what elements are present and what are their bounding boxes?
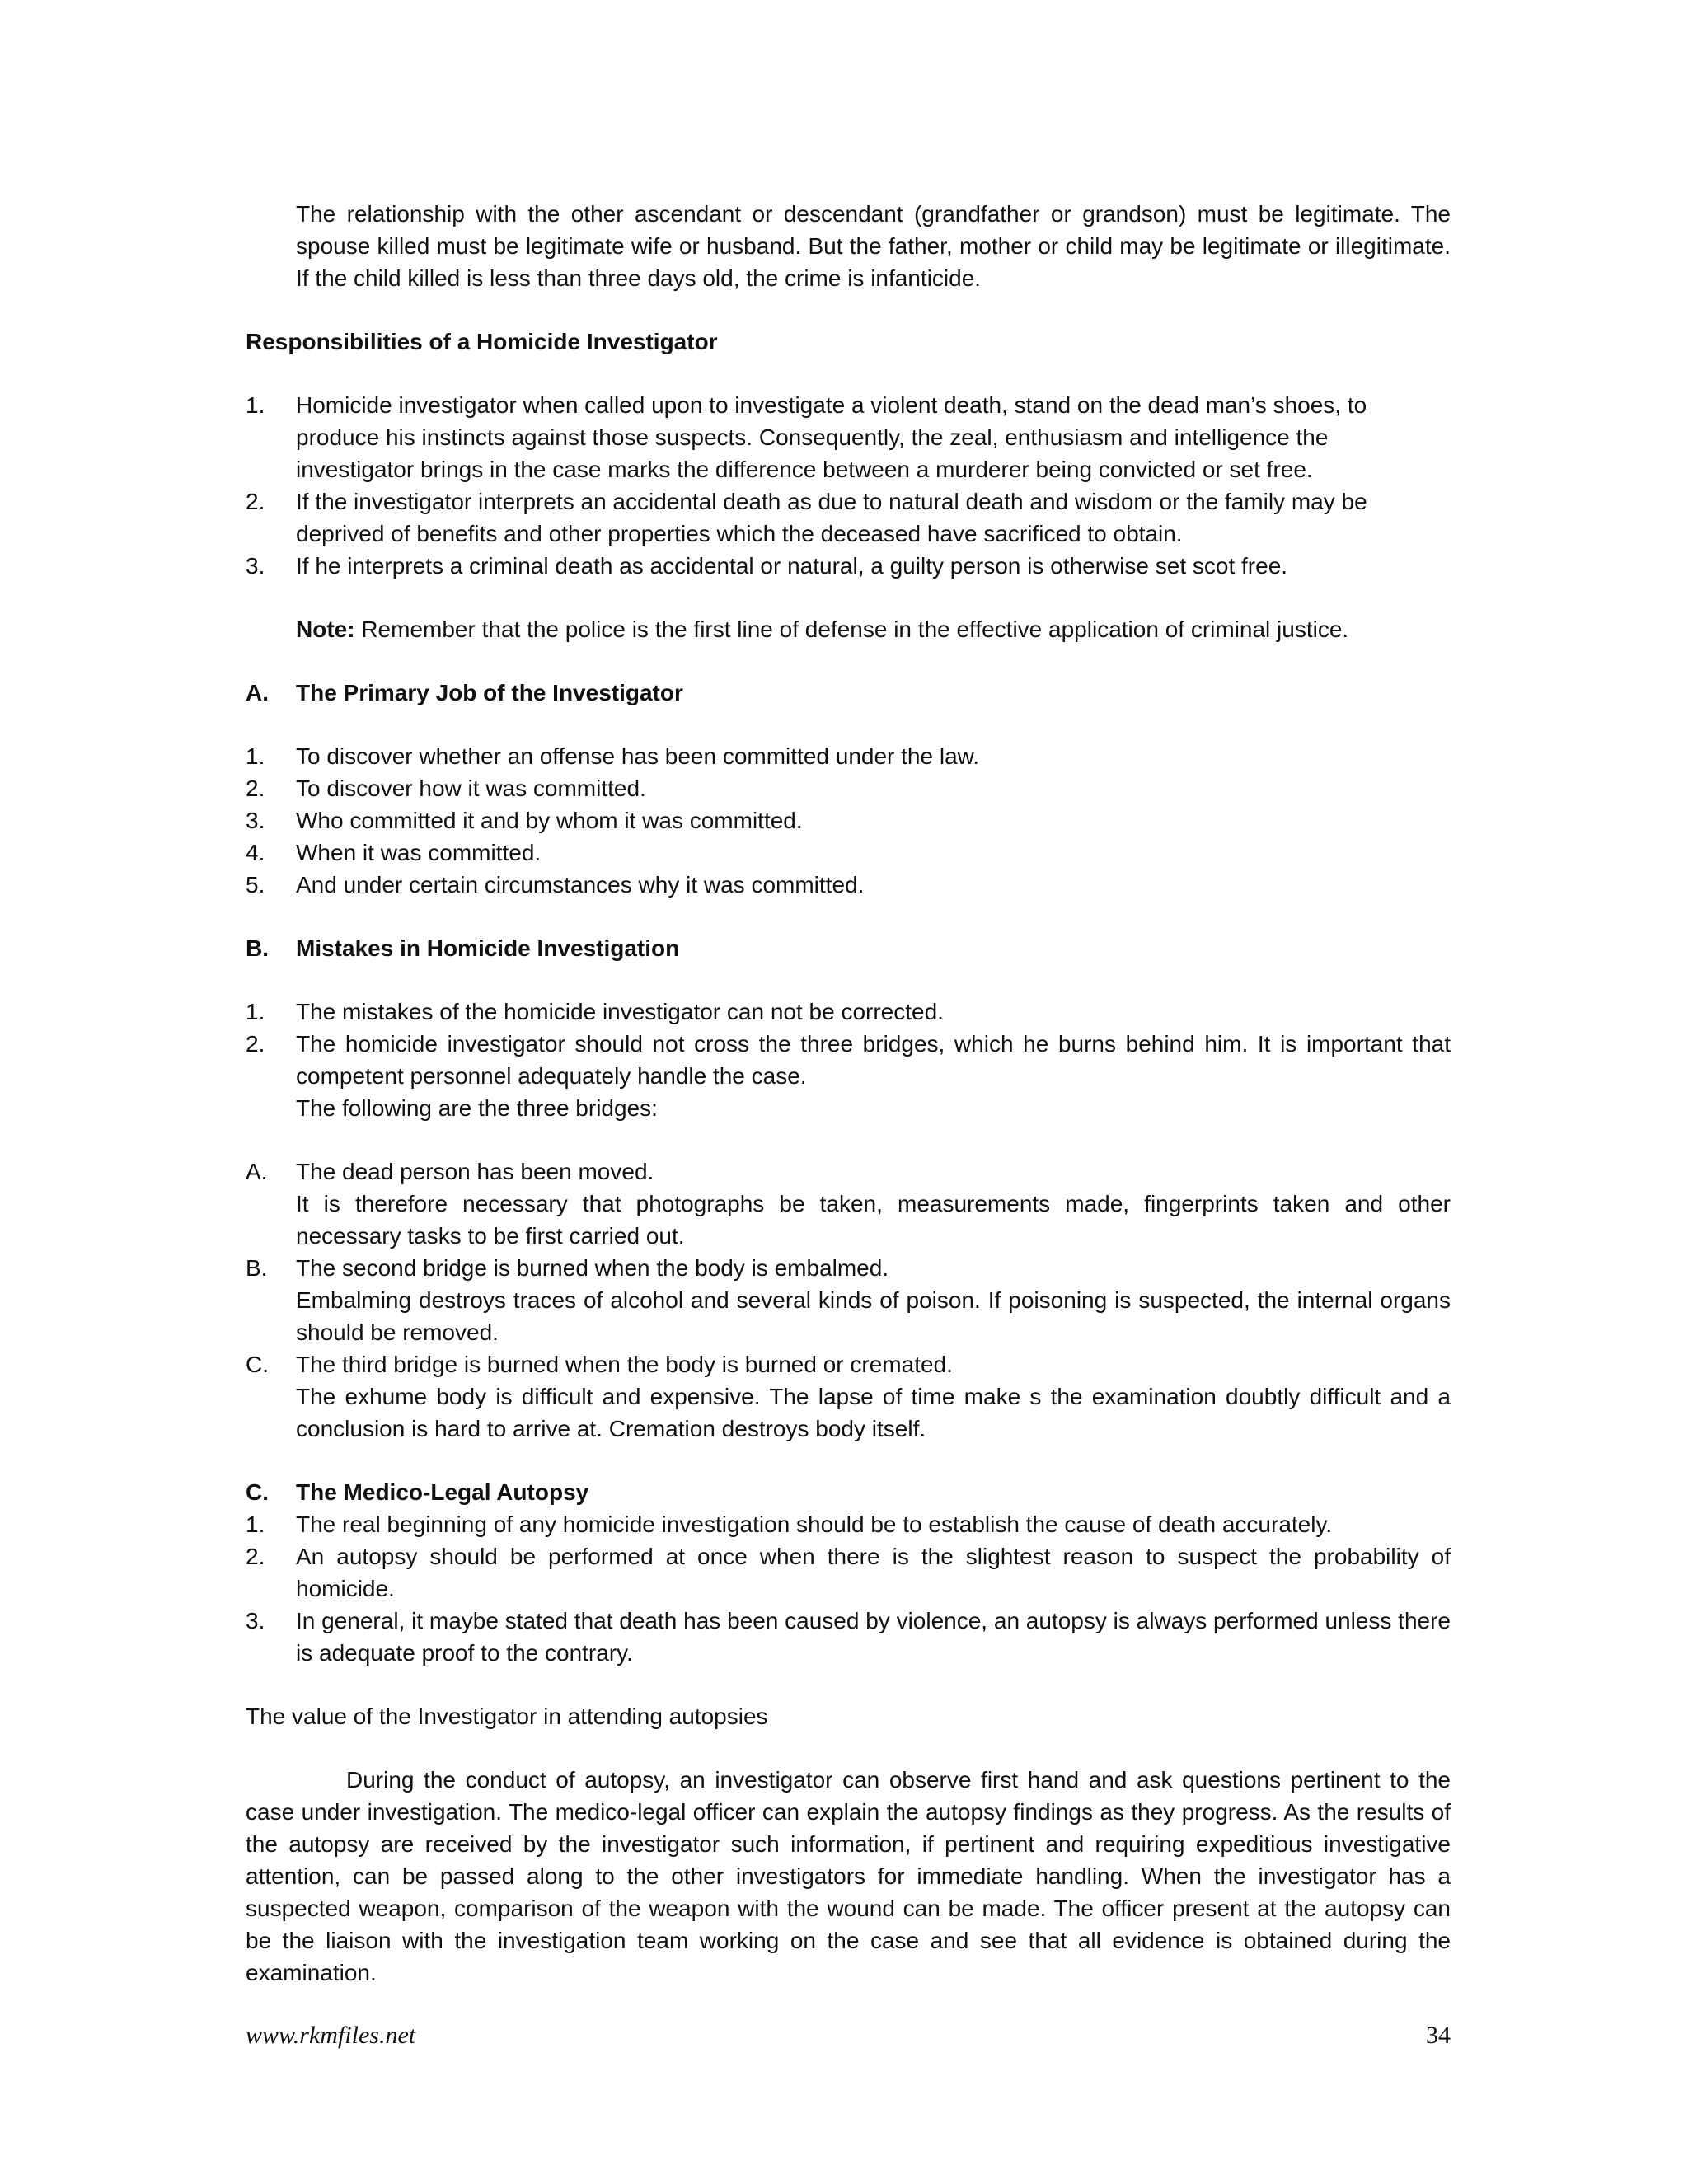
list-item (246, 1348, 1451, 1445)
section-letter: A. (246, 680, 269, 705)
item-number: 2. (246, 776, 265, 801)
item-text: The mistakes of the homicide investigator can not be corrected. (296, 999, 944, 1024)
item-text: To discover how it was committed. (296, 776, 646, 801)
section-c-heading (246, 1476, 1451, 1508)
item-number: 1. (246, 392, 265, 418)
list-item (246, 1028, 1451, 1092)
item-text: The real beginning of any homicide investigation should be to establish the cause of death accurately. (296, 1511, 1333, 1537)
bridge-detail: The exhume body is difficult and expensive. The lapse of time make s the examination doubtly difficult and a conclusion is hard to arrive at. Cremation destroys body itself. (296, 1384, 1451, 1441)
item-number: 2. (246, 1031, 265, 1057)
section-a-list (246, 740, 1451, 901)
list-item (246, 1508, 1451, 1540)
item-text: When it was committed. (296, 840, 542, 865)
item-text: And under certain circumstances why it was committed. (296, 872, 865, 898)
item-number: 3. (246, 553, 265, 579)
section-c-list (246, 1508, 1451, 1669)
list-item (246, 869, 1451, 901)
page-footer (246, 2019, 1451, 2051)
item-text: In general, it maybe stated that death has been caused by violence, an autopsy is always performed unless there is adequate proof to the contrary. (296, 1608, 1451, 1666)
list-item (246, 772, 1451, 804)
item-number: 2. (246, 489, 265, 514)
item-text: Who committed it and by whom it was committed. (296, 808, 803, 833)
value-paragraph: During the conduct of autopsy, an investigator can observe first hand and ask questions pertinent to the case under investigation. The medico-legal officer can explain the autopsy findings as they progress. As the results of the autopsy are received by the investigator such information, if pertinent and requiring expeditious investigative attention, can be passed along to the other investigators for immediate handling. When the investigator has a suspected weapon, comparison of the weapon with the wound can be made. The officer present at the autopsy can be the liaison with the investigation team working on the case and see that all evidence is obtained during the examination. (246, 1767, 1451, 1985)
item-letter: A. (246, 1159, 268, 1184)
section-letter: C. (246, 1479, 269, 1505)
section-a-heading (246, 677, 1451, 709)
page-content (246, 198, 1451, 1989)
list-item (246, 1155, 1451, 1252)
list-item (246, 740, 1451, 772)
item-letter: C. (246, 1352, 269, 1377)
list-item (246, 485, 1451, 550)
list-item (246, 1252, 1451, 1348)
section-title: The Primary Job of the Investigator (296, 680, 683, 705)
item-text: Homicide investigator when called upon to investigate a violent death, stand on the dead man’s shoes, to produce his instincts against those suspects. Consequently, the zeal, enthusiasm and intelligence the investigator brings in the case marks the difference between a murderer being convicted or set free. (296, 392, 1367, 482)
note-paragraph (296, 613, 1451, 645)
list-item (246, 1605, 1451, 1669)
bridge-title: The dead person has been moved. (296, 1159, 654, 1184)
section-title: Mistakes in Homicide Investigation (296, 935, 680, 961)
list-item (246, 804, 1451, 837)
page-number: 34 (1426, 2022, 1451, 2049)
item-number: 5. (246, 872, 265, 898)
responsibilities-heading: Responsibilities of a Homicide Investigator (246, 329, 718, 354)
list-item (246, 837, 1451, 869)
list-item (246, 996, 1451, 1028)
item-number: 3. (246, 1608, 265, 1633)
item-number: 3. (246, 808, 265, 833)
item-number: 4. (246, 840, 265, 865)
item-text: If he interprets a criminal death as accidental or natural, a guilty person is otherwise set scot free. (296, 553, 1288, 579)
list-item (246, 389, 1451, 485)
item-text: An autopsy should be performed at once when there is the slightest reason to suspect the probability of homicide. (296, 1544, 1451, 1601)
item-letter: B. (246, 1255, 268, 1281)
note-text: Remember that the police is the first line of defense in the effective application of criminal justice. (354, 616, 1349, 642)
footer-site: www.rkmfiles.net (246, 2022, 416, 2049)
item-number: 1. (246, 999, 265, 1024)
intro-paragraph: The relationship with the other ascendant or descendant (grandfather or grandson) must be legitimate. The spouse killed must be legitimate wife or husband. But the father, mother or child may be legitimate or illegitimate. If the child killed is less than three days old, the crime is infanticide. (296, 201, 1451, 291)
item-text: To discover whether an offense has been committed under the law. (296, 743, 980, 769)
bridge-detail: It is therefore necessary that photographs be taken, measurements made, fingerprints taken and other necessary tasks to be first carried out. (296, 1191, 1451, 1249)
responsibilities-list (246, 389, 1451, 582)
bridge-detail: Embalming destroys traces of alcohol and several kinds of poison. If poisoning is suspected, the internal organs should be removed. (296, 1287, 1451, 1345)
value-heading: The value of the Investigator in attending autopsies (246, 1704, 768, 1729)
item-number: 1. (246, 743, 265, 769)
section-title: The Medico-Legal Autopsy (296, 1479, 589, 1505)
item-number: 2. (246, 1544, 265, 1569)
item-text: If the investigator interprets an accidental death as due to natural death and wisdom or the family may be deprived of benefits and other properties which the deceased have sacrificed to obtain. (296, 489, 1367, 546)
list-item (246, 1540, 1451, 1605)
bridge-title: The third bridge is burned when the body is burned or cremated. (296, 1352, 953, 1377)
item-number: 1. (246, 1511, 265, 1537)
section-letter: B. (246, 935, 269, 961)
list-item (246, 550, 1451, 582)
bridges-intro: The following are the three bridges: (296, 1095, 658, 1121)
bridges-list (246, 1155, 1451, 1445)
item-text: The homicide investigator should not cross the three bridges, which he burns behind him. It is important that competent personnel adequately handle the case. (296, 1031, 1451, 1089)
section-b-list (246, 996, 1451, 1092)
section-b-heading (246, 932, 1451, 964)
note-label: Note: (296, 616, 355, 642)
bridge-title: The second bridge is burned when the body is embalmed. (296, 1255, 889, 1281)
